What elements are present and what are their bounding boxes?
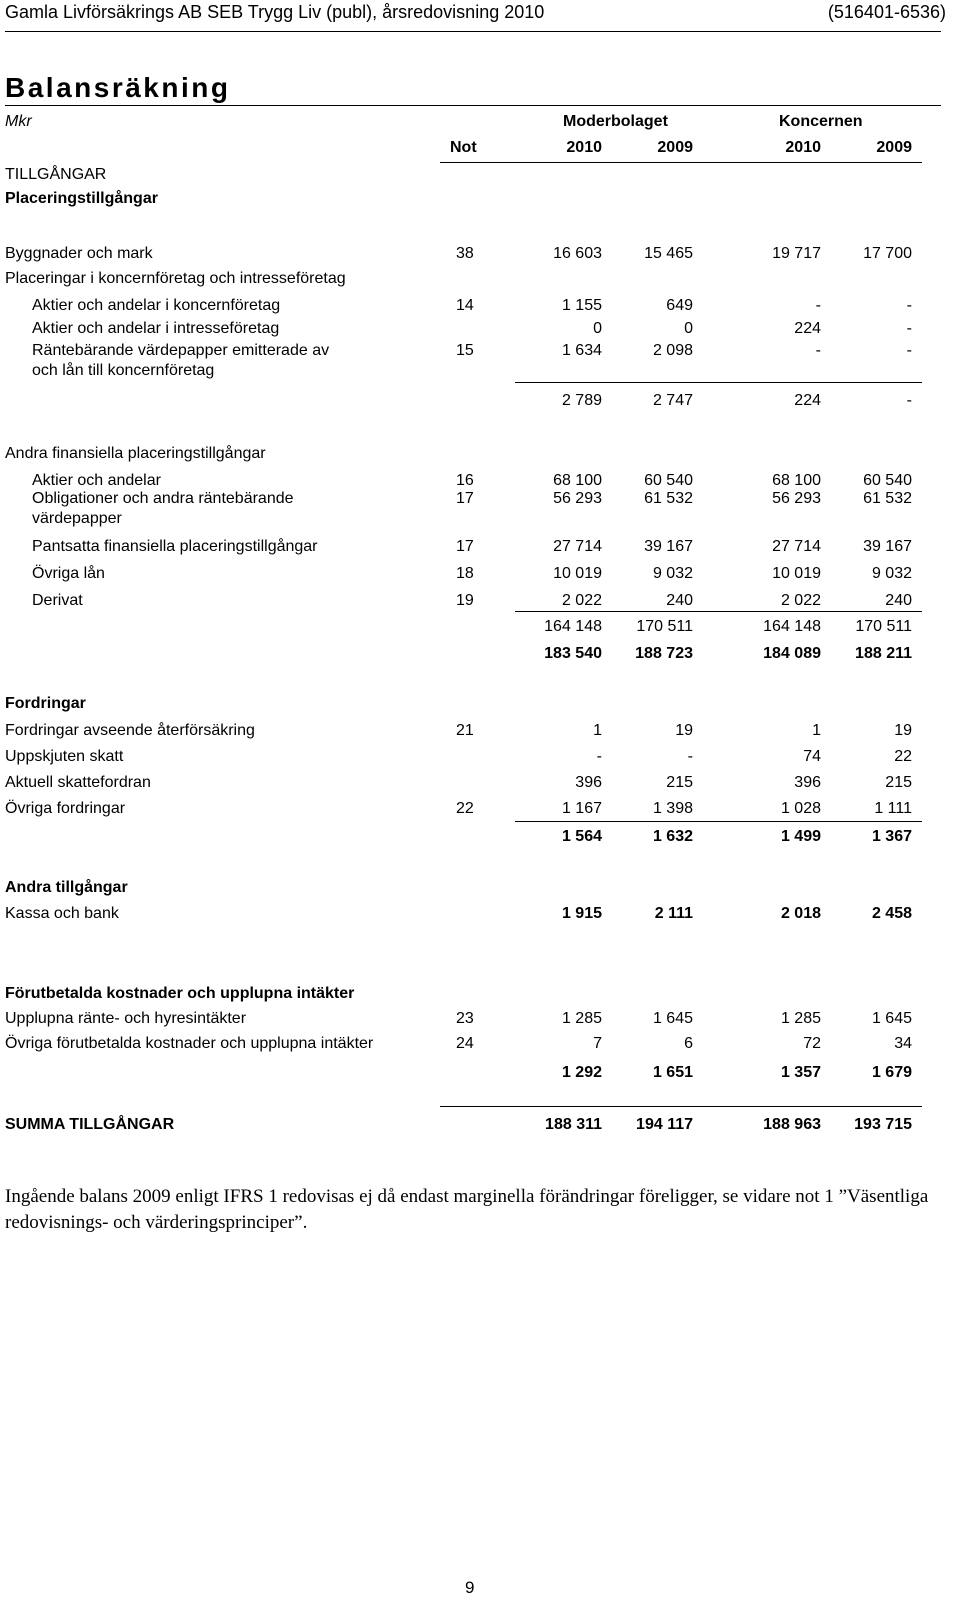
cell-group-2010: 1 028 — [780, 800, 821, 817]
cell-parent-2009: 0 — [684, 320, 693, 337]
cell-parent-2010: 16 603 — [553, 245, 602, 262]
cell-group-2010: 1 — [812, 722, 821, 739]
page-number: 9 — [465, 1578, 475, 1597]
row-label: Övriga förutbetalda kostnader och upplupna intäkter — [5, 1035, 374, 1052]
subtotal-rule — [515, 821, 922, 822]
row-label: Andra tillgångar — [5, 879, 128, 896]
cell-group-2009: 188 211 — [855, 645, 912, 662]
header-bottom-rule — [440, 162, 922, 163]
cell-parent-2010: 188 311 — [545, 1116, 602, 1133]
title-rule — [5, 105, 941, 106]
header-company: Gamla Livförsäkrings AB SEB Trygg Liv (publ), årsredovisning 2010 — [5, 2, 545, 22]
cell-group-2010: 19 717 — [772, 245, 821, 262]
header-org-number: (516401-6536) — [827, 2, 946, 22]
cell-group-2010: 396 — [794, 774, 821, 791]
cell-group-2009: 1 645 — [871, 1010, 912, 1027]
cell-group-2009: 2 458 — [871, 905, 912, 922]
group-header-consolidated: Koncernen — [779, 113, 863, 130]
cell-group-2009: 19 — [894, 722, 912, 739]
cell-group-2010: - — [815, 342, 821, 359]
cell-group-2009: - — [906, 297, 912, 314]
row-label: Räntebärande värdepapper emitterade av — [32, 342, 330, 359]
cell-parent-2010: 1 564 — [561, 828, 602, 845]
row-label: Fordringar — [5, 695, 86, 712]
cell-group-2009: 60 540 — [863, 472, 912, 489]
cell-group-2009: 193 715 — [854, 1116, 912, 1133]
row-label-continued: och lån till koncernföretag — [32, 362, 215, 379]
row-note-ref: 19 — [456, 592, 474, 609]
cell-parent-2010: 2 022 — [561, 592, 602, 609]
cell-group-2010: 72 — [803, 1035, 821, 1052]
cell-group-2009: - — [906, 392, 912, 409]
header-rule — [5, 31, 941, 32]
cell-group-2009: 34 — [894, 1035, 912, 1052]
cell-group-2010: 164 148 — [763, 618, 821, 635]
row-label: Övriga fordringar — [5, 800, 126, 817]
cell-parent-2009: 188 723 — [635, 645, 693, 662]
row-label: Placeringar i koncernföretag och intresseföretag — [5, 270, 346, 287]
cell-group-2009: 1 111 — [874, 800, 912, 817]
cell-parent-2010: 1 285 — [561, 1010, 602, 1027]
row-label: Andra finansiella placeringstillgångar — [5, 445, 266, 462]
cell-group-2010: 1 357 — [780, 1064, 821, 1081]
cell-group-2009: 1 367 — [871, 828, 912, 845]
cell-parent-2010: 1 292 — [561, 1064, 602, 1081]
cell-group-2009: 1 679 — [871, 1064, 912, 1081]
cell-group-2010: - — [815, 297, 821, 314]
row-label: Uppskjuten skatt — [5, 748, 124, 765]
cell-parent-2010: 1 634 — [561, 342, 602, 359]
row-note-ref: 24 — [456, 1035, 474, 1052]
row-note-ref: 17 — [456, 490, 474, 507]
cell-parent-2010: 68 100 — [553, 472, 602, 489]
cell-group-2009: 39 167 — [863, 538, 912, 555]
cell-parent-2009: 2 747 — [652, 392, 693, 409]
cell-parent-2009: 15 465 — [644, 245, 693, 262]
row-note-ref: 22 — [456, 800, 474, 817]
row-label: Aktier och andelar i intresseföretag — [32, 320, 280, 337]
total-rule — [440, 1106, 922, 1107]
cell-parent-2010: - — [596, 748, 602, 765]
row-note-ref: 17 — [456, 538, 474, 555]
cell-parent-2009: 19 — [675, 722, 693, 739]
cell-group-2009: 9 032 — [871, 565, 912, 582]
cell-group-2010: 224 — [794, 320, 821, 337]
cell-group-2009: 215 — [885, 774, 912, 791]
cell-parent-2010: 1 915 — [561, 905, 602, 922]
section-assets: TILLGÅNGAR — [5, 166, 107, 183]
col-header-parent-2009: 2009 — [657, 139, 693, 156]
row-label: Aktuell skattefordran — [5, 774, 151, 791]
cell-group-2009: 61 532 — [863, 490, 912, 507]
cell-group-2010: 1 285 — [780, 1010, 821, 1027]
col-header-group-2009: 2009 — [876, 139, 912, 156]
cell-parent-2009: 1 651 — [652, 1064, 693, 1081]
cell-group-2010: 2 022 — [780, 592, 821, 609]
cell-parent-2010: 7 — [593, 1035, 602, 1052]
cell-parent-2009: 1 645 — [652, 1010, 693, 1027]
cell-group-2009: - — [906, 342, 912, 359]
cell-parent-2009: 2 098 — [652, 342, 693, 359]
row-label: Aktier och andelar — [32, 472, 161, 489]
row-label: Förutbetalda kostnader och upplupna intäkter — [5, 985, 355, 1002]
cell-parent-2010: 1 — [593, 722, 602, 739]
cell-parent-2009: - — [687, 748, 693, 765]
row-label: Upplupna ränte- och hyresintäkter — [5, 1010, 247, 1027]
unit-label: Mkr — [5, 113, 32, 130]
cell-parent-2010: 56 293 — [553, 490, 602, 507]
cell-group-2010: 74 — [803, 748, 821, 765]
cell-parent-2010: 1 167 — [561, 800, 602, 817]
cell-group-2010: 224 — [794, 392, 821, 409]
cell-parent-2009: 215 — [666, 774, 693, 791]
row-note-ref: 15 — [456, 342, 474, 359]
cell-group-2010: 188 963 — [763, 1116, 821, 1133]
cell-parent-2009: 1 632 — [652, 828, 693, 845]
cell-parent-2009: 240 — [666, 592, 693, 609]
row-label-continued: värdepapper — [32, 510, 122, 527]
cell-parent-2010: 1 155 — [561, 297, 602, 314]
cell-parent-2009: 170 511 — [636, 618, 693, 635]
cell-group-2010: 1 499 — [780, 828, 821, 845]
row-note-ref: 14 — [456, 297, 474, 314]
row-label: Pantsatta finansiella placeringstillgångar — [32, 538, 318, 555]
row-label: Placeringstillgångar — [5, 190, 158, 207]
row-label: Kassa och bank — [5, 905, 119, 922]
cell-parent-2010: 183 540 — [544, 645, 602, 662]
cell-parent-2010: 2 789 — [561, 392, 602, 409]
cell-group-2009: 240 — [885, 592, 912, 609]
cell-group-2009: 22 — [894, 748, 912, 765]
group-header-parent: Moderbolaget — [563, 113, 668, 130]
cell-group-2010: 2 018 — [780, 905, 821, 922]
subtotal-rule — [515, 382, 922, 383]
row-label: Övriga lån — [32, 565, 105, 582]
page-title: Balansräkning — [5, 72, 231, 103]
row-note-ref: 16 — [456, 472, 474, 489]
cell-parent-2009: 2 111 — [654, 905, 693, 922]
row-note-ref: 18 — [456, 565, 474, 582]
cell-parent-2009: 60 540 — [644, 472, 693, 489]
cell-parent-2009: 194 117 — [636, 1116, 693, 1133]
row-label: SUMMA TILLGÅNGAR — [5, 1116, 175, 1133]
cell-parent-2009: 6 — [684, 1035, 693, 1052]
cell-parent-2009: 9 032 — [652, 565, 693, 582]
cell-parent-2010: 27 714 — [553, 538, 602, 555]
row-label: Aktier och andelar i koncernföretag — [32, 297, 281, 314]
row-label: Obligationer och andra räntebärande — [32, 490, 294, 507]
cell-parent-2009: 61 532 — [644, 490, 693, 507]
cell-group-2009: - — [906, 320, 912, 337]
row-note-ref: 38 — [456, 245, 474, 262]
cell-group-2009: 170 511 — [855, 618, 912, 635]
cell-group-2010: 10 019 — [772, 565, 821, 582]
col-header-note: Not — [450, 139, 477, 156]
cell-parent-2010: 10 019 — [553, 565, 602, 582]
footnote: Ingående balans 2009 enligt IFRS 1 redovisas ej då endast marginella förändringar föreligger, se vidare not 1 ”Väsentliga redovisnings- och värderingsprinciper”. — [5, 1186, 929, 1233]
col-header-group-2010: 2010 — [785, 139, 821, 156]
cell-group-2010: 56 293 — [772, 490, 821, 507]
row-label: Byggnader och mark — [5, 245, 153, 262]
row-label: Derivat — [32, 592, 83, 609]
col-header-parent-2010: 2010 — [566, 139, 602, 156]
cell-parent-2010: 0 — [593, 320, 602, 337]
cell-parent-2009: 649 — [666, 297, 693, 314]
cell-group-2010: 27 714 — [772, 538, 821, 555]
cell-parent-2009: 39 167 — [644, 538, 693, 555]
row-label: Fordringar avseende återförsäkring — [5, 722, 255, 739]
cell-group-2010: 184 089 — [763, 645, 821, 662]
cell-parent-2010: 164 148 — [544, 618, 602, 635]
row-note-ref: 23 — [456, 1010, 474, 1027]
cell-group-2010: 68 100 — [772, 472, 821, 489]
cell-parent-2010: 396 — [575, 774, 602, 791]
subtotal-rule — [515, 611, 922, 612]
cell-group-2009: 17 700 — [863, 245, 912, 262]
row-note-ref: 21 — [456, 722, 474, 739]
cell-parent-2009: 1 398 — [652, 800, 693, 817]
